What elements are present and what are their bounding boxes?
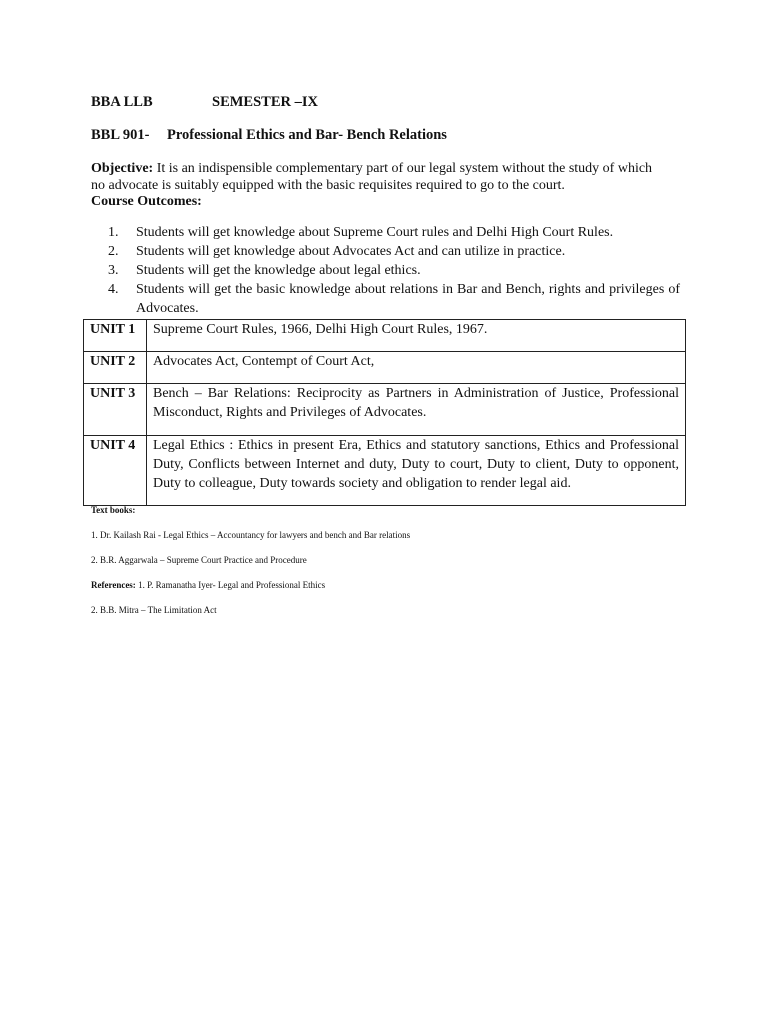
outcome-text: Students will get knowledge about Supreme Court rules and Delhi High Court Rules.: [136, 225, 614, 240]
outcome-item: [108, 242, 680, 261]
objective-line-2: no advocate is suitably equipped with the basic requisites required to go to the court.: [91, 178, 565, 193]
outcome-item: [108, 280, 680, 318]
outcome-text: Students will get knowledge about Advocates Act and can utilize in practice.: [136, 244, 566, 259]
unit-label: UNIT 1: [84, 320, 147, 352]
outcome-text: Students will get the knowledge about legal ethics.: [136, 263, 421, 278]
unit-label: UNIT 2: [84, 352, 147, 384]
course-outcomes-heading: Course Outcomes:: [91, 194, 202, 209]
outcome-number: 3.: [108, 263, 119, 278]
unit-label: UNIT 4: [84, 436, 147, 506]
reference-item: 2. B.B. Mitra – The Limitation Act: [91, 605, 217, 615]
table-row: [84, 352, 686, 384]
unit-label: UNIT 3: [84, 384, 147, 436]
outcome-item: [108, 223, 680, 242]
course-code: BBL 901-: [91, 127, 150, 143]
semester-label: SEMESTER –IX: [212, 94, 318, 110]
outcome-item: [108, 261, 680, 280]
unit-content: Legal Ethics : Ethics in present Era, Ethics and statutory sanctions, Ethics and Professional Duty, Conflicts between Internet and duty, Duty to court, Duty to client, Duty to opponent, Duty to colleague, Duty towards society and obligation to render legal aid.: [147, 436, 686, 506]
outcome-text: Students will get the basic knowledge about relations in Bar and Bench, rights and privileges of Advocates.: [136, 282, 680, 316]
program-name: BBA LLB: [91, 94, 153, 110]
references-label: References:: [91, 580, 136, 590]
table-row: [84, 320, 686, 352]
table-row: [84, 436, 686, 506]
references-line: [91, 580, 325, 590]
outcome-number: 4.: [108, 282, 119, 297]
objective-label: Objective:: [91, 161, 154, 176]
outcome-number: 1.: [108, 225, 119, 240]
unit-content: Advocates Act, Contempt of Court Act,: [147, 352, 686, 384]
objective-text-1: It is an indispensible complementary part of our legal system without the study of which: [153, 161, 653, 176]
textbook-item: 2. B.R. Aggarwala – Supreme Court Practice and Procedure: [91, 555, 307, 565]
course-outcomes-list: [108, 223, 680, 318]
textbook-item: 1. Dr. Kailash Rai - Legal Ethics – Accountancy for lawyers and bench and Bar relations: [91, 530, 411, 540]
table-row: [84, 384, 686, 436]
unit-content: Bench – Bar Relations: Reciprocity as Partners in Administration of Justice, Professional Misconduct, Rights and Privileges of Advocates.: [147, 384, 686, 436]
units-table: [83, 319, 686, 506]
textbooks-heading: Text books:: [91, 505, 136, 515]
course-title: Professional Ethics and Bar- Bench Relations: [167, 127, 447, 143]
unit-content: Supreme Court Rules, 1966, Delhi High Court Rules, 1967.: [147, 320, 686, 352]
outcome-number: 2.: [108, 244, 119, 259]
objective-line-1: [91, 160, 652, 177]
reference-item: 1. P. Ramanatha Iyer- Legal and Professional Ethics: [135, 580, 326, 590]
